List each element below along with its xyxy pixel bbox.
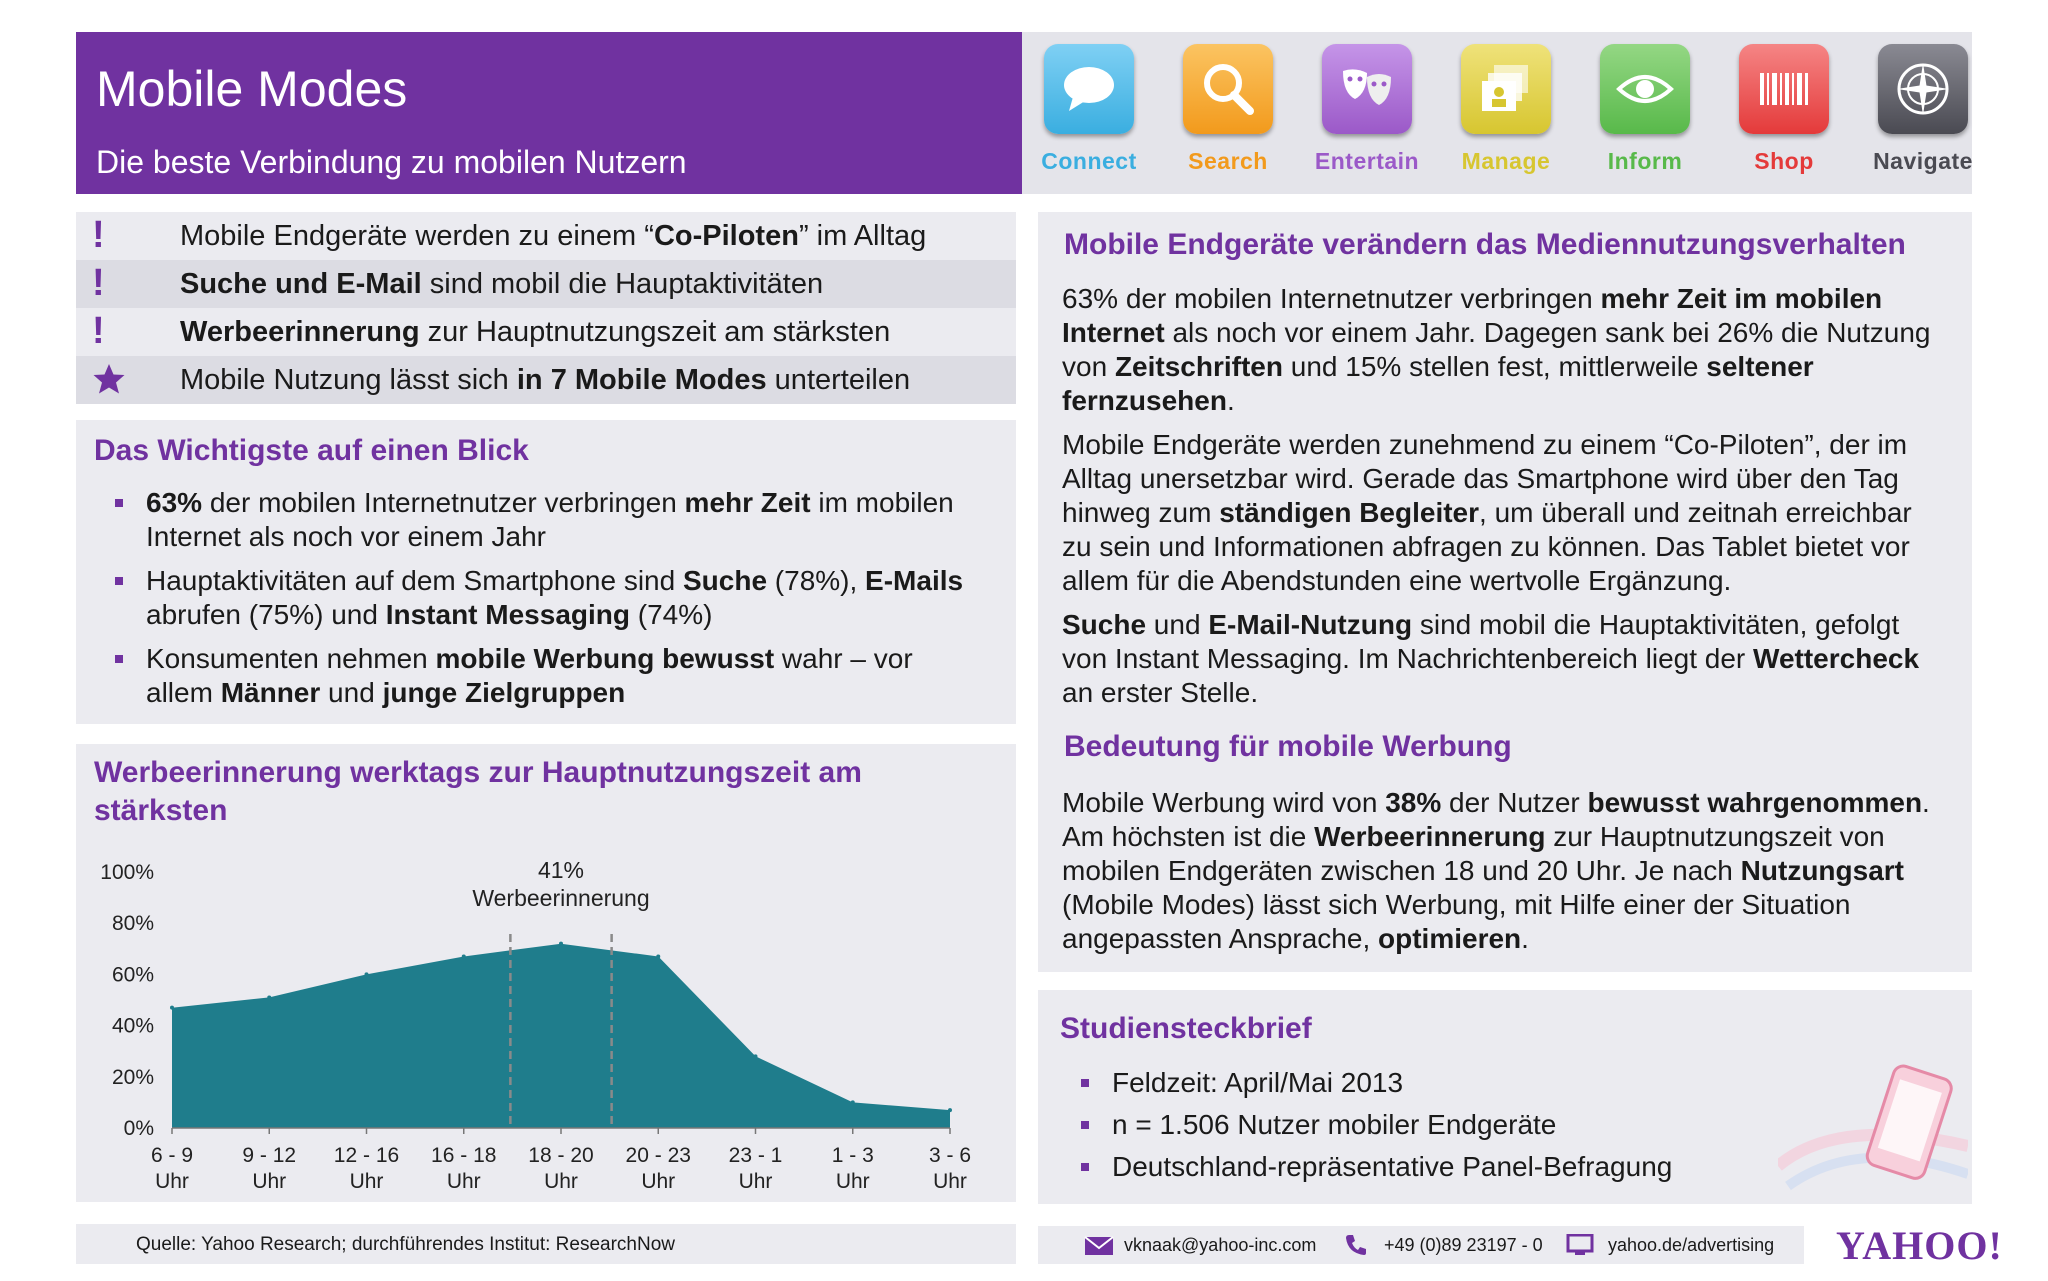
media-usage-panel (1038, 212, 1972, 972)
mode-label: Connect (1041, 148, 1137, 174)
x-tick-label-unit: Uhr (155, 1170, 189, 1193)
text: Mobile Nutzung lässt sich (180, 364, 517, 396)
area-series (172, 944, 950, 1128)
data-point (656, 954, 660, 958)
star-icon (92, 362, 126, 406)
mode-label: Shop (1754, 148, 1814, 174)
y-tick-label: 100% (100, 861, 154, 884)
data-point (462, 954, 466, 958)
eye-icon (1600, 44, 1690, 134)
y-tick-label: 0% (123, 1117, 154, 1140)
chart-panel (76, 744, 1016, 1202)
key-point (76, 356, 1016, 404)
mode-label: Search (1188, 148, 1268, 174)
x-tick-label: 18 - 20 (528, 1144, 594, 1167)
mode-search (1169, 44, 1287, 184)
source-text: Quelle: Yahoo Research; durchführendes Institut: ResearchNow (136, 1234, 675, 1255)
data-point (559, 942, 563, 946)
mode-manage (1447, 44, 1565, 184)
list-item: Deutschland-repräsentative Panel-Befragung (1112, 1150, 1672, 1184)
section-heading: Studiensteckbrief (1060, 1012, 1312, 1045)
folders-icon (1461, 44, 1551, 134)
annotation-label: Werbeerinnerung (472, 885, 650, 911)
barcode-icon (1739, 44, 1829, 134)
section-heading: Das Wichtigste auf einen Blick (94, 434, 529, 467)
x-tick-label: 3 - 6 (928, 1144, 972, 1167)
speech-bubble-icon (1044, 44, 1134, 134)
mode-entertain (1308, 44, 1426, 184)
list-item: n = 1.506 Nutzer mobiler Endgeräte (1112, 1108, 1556, 1142)
text: Suche und E-Mail (180, 268, 422, 300)
list-item: Hauptaktivitäten auf dem Smartphone sind Suche (78%), E-Mails abrufen (75%) und Instant Messaging (74%) (146, 564, 963, 632)
text: Co-Piloten (653, 220, 799, 252)
key-points (76, 212, 1016, 404)
x-tick-label-unit: Uhr (933, 1170, 967, 1193)
chart-heading: Werbeerinnerung werktags zur Hauptnutzungszeit am stärksten (94, 756, 862, 827)
mode-connect (1030, 44, 1148, 184)
exclamation-icon: ! (92, 262, 105, 304)
data-point (365, 972, 369, 976)
text: in 7 Mobile Modes (516, 364, 767, 396)
x-tick-label: 16 - 18 (431, 1144, 497, 1167)
page-subtitle: Die beste Verbindung zu mobilen Nutzern (96, 144, 687, 180)
yahoo-logo: YAHOO! (1836, 1223, 2003, 1268)
y-tick-label: 60% (111, 963, 154, 987)
email-icon (1084, 1236, 1114, 1256)
phone-icon (1344, 1233, 1368, 1257)
section-heading: Mobile Endgeräte verändern das Mediennutzungsverhalten (1064, 228, 1906, 261)
x-tick-label: 23 - 1 (728, 1144, 783, 1167)
paragraph: Mobile Endgeräte werden zunehmend zu einem “Co-Piloten”, der im Alltag unersetzbar wird. Gerade das Smartphone wird über den Tag hinweg zum ständigen Begleiter, um überall und zeitnah erreichbar zu sein und Informationen abfragen zu können. Das Tablet bietet vor allem für die Abendstunden eine wertvolle Ergänzung. (1062, 429, 1912, 596)
text: zur Hauptnutzungszeit am stärksten (419, 316, 891, 348)
text: Werbeerinnerung (180, 316, 420, 348)
exclamation-icon: ! (92, 310, 105, 352)
mode-shop (1725, 44, 1843, 184)
mode-navigate (1864, 44, 1982, 184)
text: unterteilen (766, 364, 911, 396)
data-point (170, 1006, 174, 1010)
header-banner (76, 32, 1022, 194)
paragraph: 63% der mobilen Internetnutzer verbringen mehr Zeit im mobilen Internet als noch vor einem Jahr. Dagegen sank bei 26% die Nutzung von Zeitschriften und 15% stellen fest, mittlerweile seltener fernzusehen. (1062, 283, 1931, 416)
smartphone-illustration (1778, 1056, 1968, 1196)
paragraph: Mobile Werbung wird von 38% der Nutzer bewusst wahrgenommen. Am höchsten ist die Werbeerinnerung zur Hauptnutzungszeit von mobilen Endgeräten zwischen 18 und 20 Uhr. Je nach Nutzungsart (Mobile Modes) lässt sich Werbung, mit Hilfe einer der Situation angepassten Ansprache, optimieren. (1062, 787, 1930, 954)
data-point (851, 1100, 855, 1104)
mobile-modes-bar (1022, 32, 1972, 194)
magnifier-icon (1183, 44, 1273, 134)
contact-email[interactable]: vknaak@yahoo-inc.com (1124, 1235, 1317, 1255)
text: ” im Alltag (798, 220, 927, 252)
annotation-value: 41% (537, 857, 585, 883)
key-point (76, 260, 1016, 308)
summary-panel (76, 420, 1016, 724)
x-tick-label: 1 - 3 (831, 1144, 874, 1167)
list-item: 63% der mobilen Internetnutzer verbringen mehr Zeit im mobilen Internet als noch vor einem Jahr (146, 486, 954, 554)
mode-label: Manage (1461, 148, 1551, 174)
list-item: Konsumenten nehmen mobile Werbung bewusst wahr – vor allem Männer und junge Zielgruppen (146, 642, 913, 710)
y-tick-label: 80% (111, 912, 154, 936)
x-tick-label-unit: Uhr (349, 1170, 384, 1193)
exclamation-icon: ! (92, 214, 105, 256)
mode-label: Inform (1607, 148, 1683, 174)
key-point (76, 308, 1016, 356)
x-tick-label-unit: Uhr (738, 1170, 773, 1193)
source-note (76, 1224, 1016, 1264)
section-heading: Bedeutung für mobile Werbung (1064, 730, 1512, 763)
study-panel (1038, 990, 1972, 1204)
data-point (754, 1054, 758, 1058)
x-tick-label-unit: Uhr (641, 1170, 676, 1193)
list-item: Feldzeit: April/Mai 2013 (1112, 1066, 1403, 1100)
x-tick-label-unit: Uhr (446, 1170, 481, 1193)
contact-phone: +49 (0)89 23197 - 0 (1384, 1235, 1543, 1255)
compass-icon (1878, 44, 1968, 134)
theater-masks-icon (1322, 44, 1412, 134)
x-tick-label: 9 - 12 (242, 1144, 297, 1167)
key-point (76, 212, 1016, 260)
x-tick-label: 6 - 9 (150, 1144, 194, 1167)
x-tick-label-unit: Uhr (544, 1170, 578, 1193)
x-tick-label-unit: Uhr (252, 1170, 287, 1193)
x-tick-label: 20 - 23 (625, 1144, 691, 1167)
mode-label: Navigate (1873, 148, 1973, 174)
mode-label: Entertain (1314, 148, 1420, 174)
monitor-icon (1566, 1234, 1594, 1256)
x-tick-label: 12 - 16 (333, 1144, 400, 1167)
text: Mobile Endgeräte werden zu einem “ (180, 220, 654, 252)
page-title: Mobile Modes (96, 61, 408, 117)
contact-bar (1038, 1226, 1804, 1264)
mode-inform (1586, 44, 1704, 184)
y-tick-label: 40% (111, 1014, 154, 1038)
contact-website[interactable]: yahoo.de/advertising (1608, 1235, 1775, 1255)
data-point (948, 1108, 952, 1112)
area-chart (76, 744, 1016, 1202)
data-point (267, 995, 271, 999)
y-tick-label: 20% (111, 1065, 154, 1089)
text: sind mobil die Hauptaktivitäten (421, 268, 824, 300)
x-tick-label-unit: Uhr (835, 1170, 870, 1193)
paragraph: Suche und E-Mail-Nutzung sind mobil die Hauptaktivitäten, gefolgt von Instant Messaging. Im Nachrichtenbereich liegt der Wettercheck an erster Stelle. (1062, 609, 1920, 708)
